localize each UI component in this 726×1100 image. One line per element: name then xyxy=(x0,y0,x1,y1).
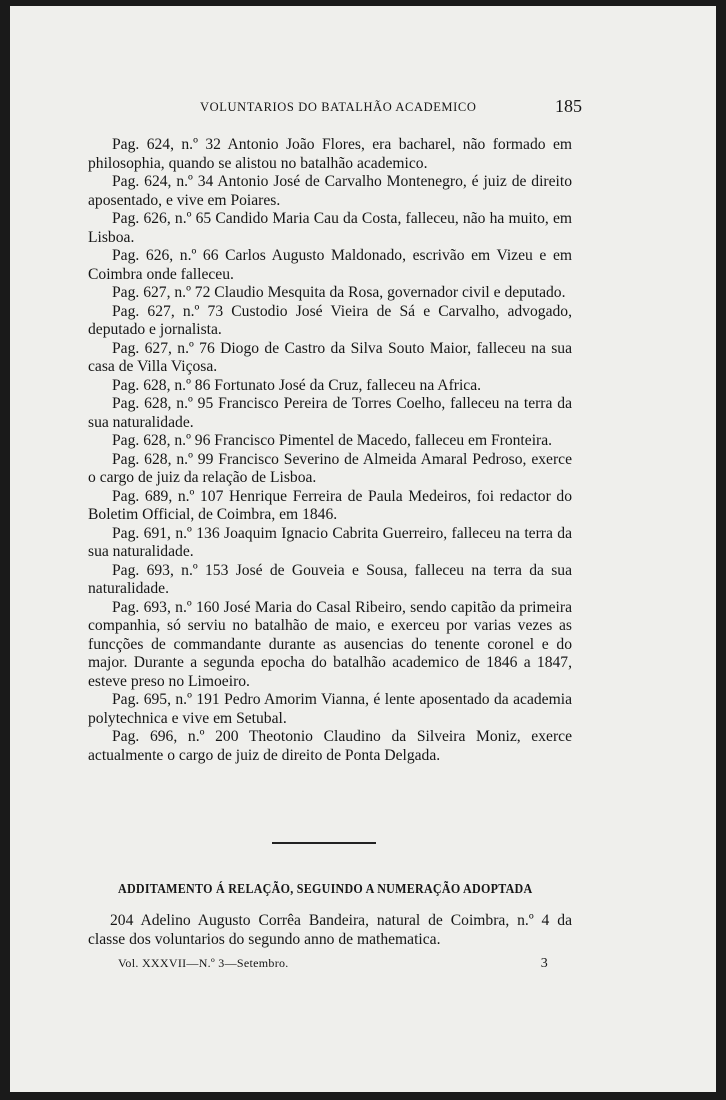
entry-item: Pag. 695, n.º 191 Pedro Amorim Vianna, é lente aposentado da academia polytechnica e vive em Setubal. xyxy=(88,691,572,727)
entry-item: Pag. 628, n.º 99 Francisco Severino de Almeida Amaral Pedroso, exerce o cargo de juiz da relação de Lisboa. xyxy=(88,450,572,486)
entry-item: Pag. 626, n.º 66 Carlos Augusto Maldonado, escrivão em Vizeu e em Coimbra onde falleceu. xyxy=(88,247,572,283)
entry-item: Pag. 627, n.º 72 Claudio Mesquita da Rosa, governador civil e deputado. xyxy=(112,284,566,301)
entry-item: Pag. 628, n.º 95 Francisco Pereira de Torres Coelho, falleceu na terra da sua naturalidade. xyxy=(88,395,572,431)
addendum-entry: 204 Adelino Augusto Corrêa Bandeira, natural de Coimbra, n.º 4 da classe dos voluntarios do segundo anno de mathematica. xyxy=(88,912,572,948)
book-page xyxy=(10,6,716,1092)
entry-item: Pag. 628, n.º 96 Francisco Pimentel de Macedo, falleceu em Fronteira. xyxy=(112,432,553,449)
page-footer xyxy=(118,956,548,971)
entry-item: Pag. 624, n.º 32 Antonio João Flores, era bacharel, não formado em philosophia, quando se alistou no batalhão academico. xyxy=(88,136,572,172)
page-number: 185 xyxy=(555,96,582,116)
entry-item: Pag. 628, n.º 86 Fortunato José da Cruz, falleceu na Africa. xyxy=(112,376,482,394)
signature-mark: 3 xyxy=(540,956,548,971)
entry-item: Pag. 689, n.º 107 Henrique Ferreira de Paula Medeiros, foi redactor do Boletim Official, de Coimbra, em 1846. xyxy=(88,487,572,523)
addendum-heading: ADDITAMENTO Á RELAÇÃO, SEGUINDO A NUMERAÇÃO ADOPTADA xyxy=(118,882,533,897)
entry-list xyxy=(88,136,572,765)
entry-item: Pag. 693, n.º 160 José Maria do Casal Ribeiro, sendo capitão da primeira companhia, só serviu no batalhão de maio, e exerceu por varias vezes as funcções de commandante durante as ausencias do tenente coronel e do major. Durante a segunda epocha do batalhão academico de 1846 a 1847, esteve preso no Limoeiro. xyxy=(88,598,572,690)
running-header xyxy=(200,96,582,120)
section-divider xyxy=(272,842,376,844)
entry-item: Pag. 627, n.º 73 Custodio José Vieira de Sá e Carvalho, advogado, deputado e jornalista. xyxy=(88,302,572,338)
entry-item: Pag. 626, n.º 65 Candido Maria Cau da Costa, falleceu, não ha muito, em Lisboa. xyxy=(88,210,572,246)
entry-item: Pag. 627, n.º 76 Diogo de Castro da Silva Souto Maior, falleceu na sua casa de Villa Viçosa. xyxy=(88,339,572,375)
volume-line: Vol. XXXVII—N.º 3—Setembro. xyxy=(118,956,289,970)
entry-item: Pag. 693, n.º 153 José de Gouveia e Sousa, falleceu na terra da sua naturalidade. xyxy=(88,561,572,597)
entry-item: Pag. 696, n.º 200 Theotonio Claudino da Silveira Moniz, exerce actualmente o cargo de juiz de direito de Ponta Delgada. xyxy=(88,728,572,764)
entry-item: Pag. 691, n.º 136 Joaquim Ignacio Cabrita Guerreiro, falleceu na terra da sua naturalidade. xyxy=(88,524,572,560)
running-title: VOLUNTARIOS DO BATALHÃO ACADEMICO xyxy=(200,100,477,114)
entry-item: Pag. 624, n.º 34 Antonio José de Carvalho Montenegro, é juiz de direito aposentado, e vive em Poiares. xyxy=(88,173,572,209)
